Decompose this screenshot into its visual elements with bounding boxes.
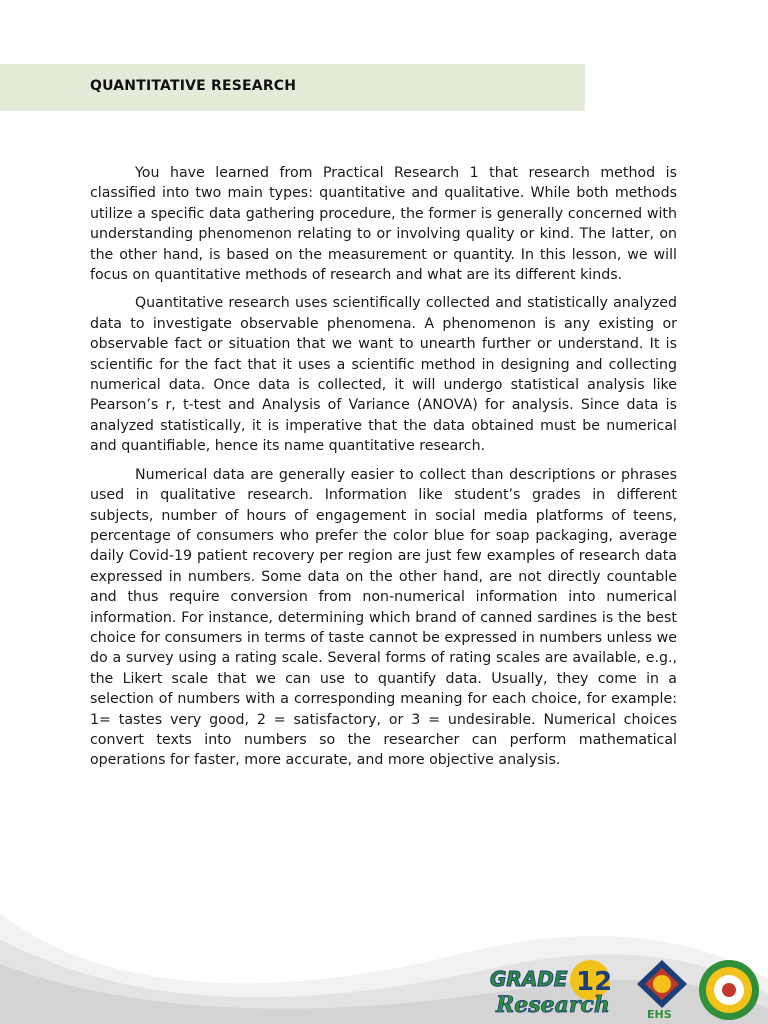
grade-logo-number: 12 xyxy=(576,967,613,997)
school-seal-logo xyxy=(697,958,761,1022)
paragraph-3: Numerical data are generally easier to collect than descriptions or phrases used in qualitative research. Information like student’s grades in different subjects, number of hours of engagement in social media platforms of teens, percentage of consumers who prefer the color blue for soap packaging, average daily Covid-19 patient recovery per region are just few examples of research data expressed in numbers. Some data on the other hand, are not directly countable and thus require conversion from non-numerical information into numerical information. For instance, determining which brand of canned sardines is the best choice for consumers in terms of taste cannot be expressed in numbers unless we do a survey using a rating scale. Several forms of rating scales are available, e.g., the Likert scale that we can use to quantify data. Usually, they come in a selection of numbers with a corresponding meaning for each choice, for example: 1= tastes very good, 2 = satisfactory, or 3 = undesirable. Numerical choices convert texts into numbers so the researcher can perform mathematical operations for faster, more accurate, and more objective analysis. xyxy=(90,466,677,769)
paragraph-2: Quantitative research uses scientifically collected and statistically analyzed data to investigate observable phenomena. A phenomenon is any existing or observable fact or situation that we want to unearth further or understand. It is scientific for the fact that it uses a scientific method in designing and collecting numerical data. Once data is collected, it will undergo statistical analysis like Pearson’s r, t-test and Analysis of Variance (ANOVA) for analysis. Since data is analyzed statistically, it is imperative that the data obtained must be numerical and quantifiable, hence its name quantitative research. xyxy=(90,295,677,455)
body-text xyxy=(90,163,677,779)
grade-logo-word: GRADE xyxy=(490,967,568,991)
grade-logo-subtitle: Research xyxy=(496,992,610,1018)
page-title: QUANTITATIVE RESEARCH xyxy=(90,78,297,94)
ehs-school-logo xyxy=(633,958,691,1020)
ehs-logo-text: EHS xyxy=(647,1008,672,1020)
grade-12-research-logo xyxy=(486,958,616,1018)
paragraph-1: You have learned from Practical Research 1 that research method is classified into two main types: quantitative and qualitative. While both methods utilize a specific data gathering procedure, the former is generally concerned with understanding phenomenon relating to or involving quality or kind. The latter, on the other hand, is based on the measurement or quantity. In this lesson, we will focus on quantitative methods of research and what are its different kinds. xyxy=(90,165,677,284)
